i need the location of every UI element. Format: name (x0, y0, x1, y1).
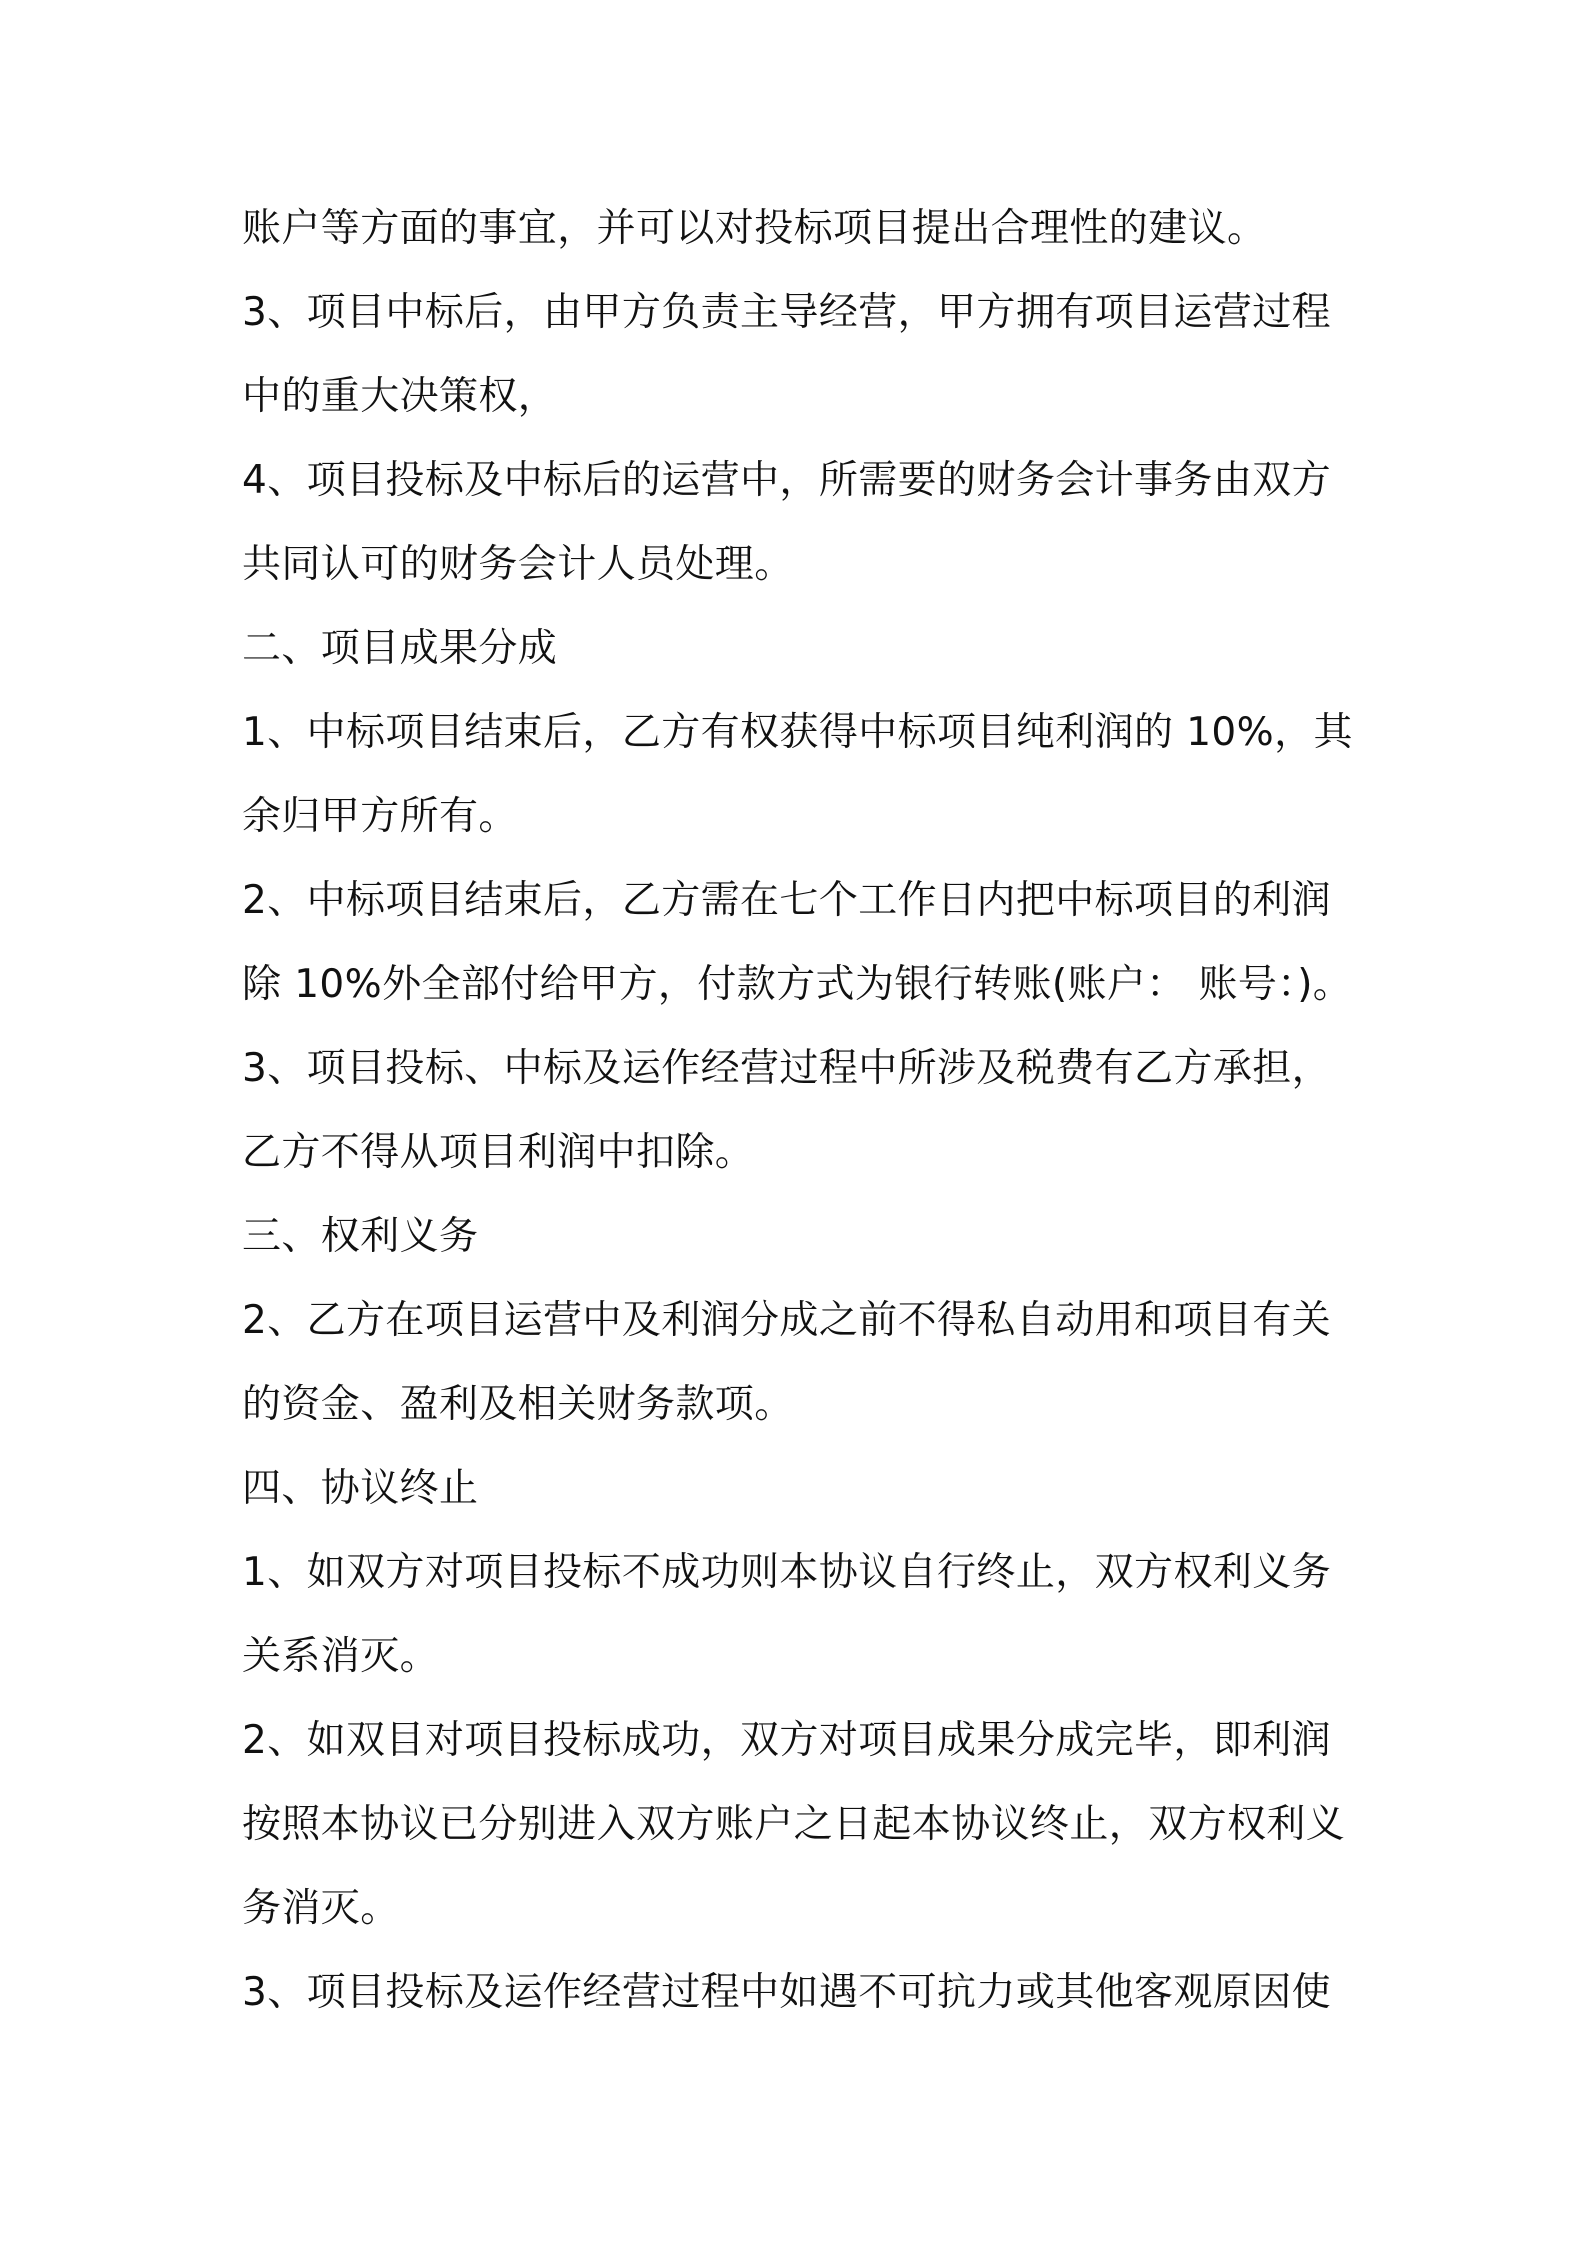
section-heading: 三、权利义务 (242, 1214, 479, 1259)
text-line: 共同认可的财务会计人员处理。 (242, 542, 794, 587)
text-line: 1、如双方对项目投标不成功则本协议自行终止，双方权利义务 (242, 1550, 1332, 1595)
text-line: 中的重大决策权， (242, 374, 558, 419)
text-line: 除 10%外全部付给甲方，付款方式为银行转账(账户： 账号：)。 (242, 962, 1353, 1007)
text-line: 务消灭。 (242, 1886, 400, 1931)
text-line: 关系消灭。 (242, 1634, 440, 1679)
text-line: 3、项目中标后，由甲方负责主导经营，甲方拥有项目运营过程 (242, 290, 1332, 335)
text-line: 账户等方面的事宜，并可以对投标项目提出合理性的建议。 (242, 206, 1267, 251)
text-line: 2、乙方在项目运营中及利润分成之前不得私自动用和项目有关 (242, 1298, 1332, 1343)
text-line: 1、中标项目结束后，乙方有权获得中标项目纯利润的 10%，其 (242, 710, 1353, 755)
text-line: 3、项目投标、中标及运作经营过程中所涉及税费有乙方承担， (242, 1046, 1332, 1091)
text-line: 余归甲方所有。 (242, 794, 518, 839)
text-line: 2、如双目对项目投标成功，双方对项目成果分成完毕，即利润 (242, 1718, 1332, 1763)
text-line: 乙方不得从项目利润中扣除。 (242, 1130, 755, 1175)
text-line: 2、中标项目结束后，乙方需在七个工作日内把中标项目的利润 (242, 878, 1332, 923)
text-line: 按照本协议已分别进入双方账户之日起本协议终止，双方权利义 (242, 1802, 1346, 1847)
text-line: 4、项目投标及中标后的运营中，所需要的财务会计事务由双方 (242, 458, 1332, 503)
text-line: 3、项目投标及运作经营过程中如遇不可抗力或其他客观原因使 (242, 1970, 1332, 2015)
section-heading: 二、项目成果分成 (242, 626, 558, 671)
document-body (242, 187, 1362, 2035)
section-heading: 四、协议终止 (242, 1466, 479, 1511)
text-line: 的资金、盈利及相关财务款项。 (242, 1382, 794, 1427)
